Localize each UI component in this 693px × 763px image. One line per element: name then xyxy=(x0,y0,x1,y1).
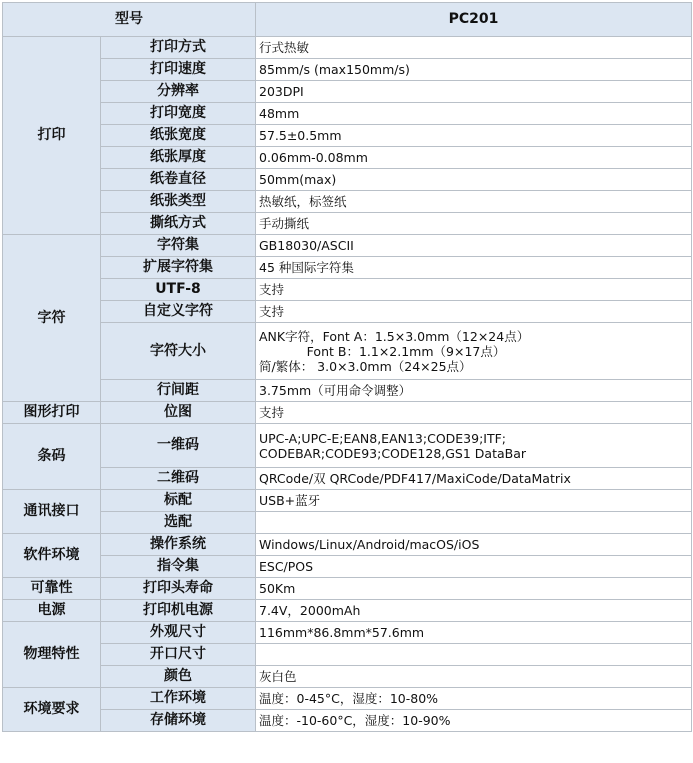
spec-value xyxy=(256,424,692,468)
spec-body xyxy=(3,37,692,732)
spec-value: 手动撕纸 xyxy=(256,213,692,235)
spec-row xyxy=(3,301,692,323)
spec-value: ESC/POS xyxy=(256,556,692,578)
spec-row xyxy=(3,710,692,732)
spec-row xyxy=(3,380,692,402)
spec-value-line: Font B：1.1×2.1mm（9×17点） xyxy=(259,343,506,359)
spec-row xyxy=(3,512,692,534)
category-cell: 打印 xyxy=(3,37,101,235)
spec-name: 颜色 xyxy=(101,666,256,688)
spec-row xyxy=(3,169,692,191)
spec-value: 温度：-10-60°C，湿度：10-90% xyxy=(256,710,692,732)
spec-name: 开口尺寸 xyxy=(101,644,256,666)
spec-name: 指令集 xyxy=(101,556,256,578)
spec-row xyxy=(3,103,692,125)
spec-value: 57.5±0.5mm xyxy=(256,125,692,147)
spec-value: USB+蓝牙 xyxy=(256,490,692,512)
spec-value: 50mm(max) xyxy=(256,169,692,191)
spec-value: 温度：0-45°C，湿度：10-80% xyxy=(256,688,692,710)
spec-name: 打印速度 xyxy=(101,59,256,81)
spec-value: GB18030/ASCII xyxy=(256,235,692,257)
spec-name: UTF-8 xyxy=(101,279,256,301)
model-value: PC201 xyxy=(256,3,692,37)
spec-name: 二维码 xyxy=(101,468,256,490)
model-label: 型号 xyxy=(3,3,256,37)
spec-name: 纸卷直径 xyxy=(101,169,256,191)
spec-name: 打印方式 xyxy=(101,37,256,59)
spec-value: 45 种国际字符集 xyxy=(256,257,692,279)
spec-row xyxy=(3,578,692,600)
spec-name: 扩展字符集 xyxy=(101,257,256,279)
spec-value: 50Km xyxy=(256,578,692,600)
spec-value: 7.4V，2000mAh xyxy=(256,600,692,622)
spec-row xyxy=(3,622,692,644)
spec-table xyxy=(2,2,692,732)
spec-row xyxy=(3,644,692,666)
spec-row xyxy=(3,600,692,622)
spec-row xyxy=(3,424,692,468)
spec-name: 纸张宽度 xyxy=(101,125,256,147)
spec-value: 116mm*86.8mm*57.6mm xyxy=(256,622,692,644)
spec-value-line: 简/繁体： 3.0×3.0mm（24×25点） xyxy=(259,358,472,374)
spec-value: 支持 xyxy=(256,301,692,323)
spec-name: 纸张厚度 xyxy=(101,147,256,169)
spec-value-line: CODEBAR;CODE93;CODE128,GS1 DataBar xyxy=(259,445,527,461)
spec-value: Windows/Linux/Android/macOS/iOS xyxy=(256,534,692,556)
spec-value: QRCode/双 QRCode/PDF417/MaxiCode/DataMatrix xyxy=(256,468,692,490)
spec-name: 字符集 xyxy=(101,235,256,257)
spec-row xyxy=(3,125,692,147)
spec-name: 分辨率 xyxy=(101,81,256,103)
spec-row xyxy=(3,556,692,578)
spec-name: 打印宽度 xyxy=(101,103,256,125)
spec-name: 操作系统 xyxy=(101,534,256,556)
category-cell: 电源 xyxy=(3,600,101,622)
category-cell: 条码 xyxy=(3,424,101,490)
spec-row xyxy=(3,468,692,490)
spec-name: 字符大小 xyxy=(101,323,256,380)
spec-value: 3.75mm（可用命令调整） xyxy=(256,380,692,402)
spec-row xyxy=(3,147,692,169)
category-cell: 字符 xyxy=(3,235,101,402)
spec-name: 打印头寿命 xyxy=(101,578,256,600)
spec-value: 85mm/s (max150mm/s) xyxy=(256,59,692,81)
spec-name: 工作环境 xyxy=(101,688,256,710)
spec-row xyxy=(3,213,692,235)
spec-name: 行间距 xyxy=(101,380,256,402)
spec-value xyxy=(256,512,692,534)
spec-row xyxy=(3,490,692,512)
category-cell: 软件环境 xyxy=(3,534,101,578)
spec-row xyxy=(3,257,692,279)
spec-name: 选配 xyxy=(101,512,256,534)
spec-row xyxy=(3,534,692,556)
spec-name: 一维码 xyxy=(101,424,256,468)
category-cell: 物理特性 xyxy=(3,622,101,688)
spec-row xyxy=(3,688,692,710)
spec-name: 打印机电源 xyxy=(101,600,256,622)
category-cell: 图形打印 xyxy=(3,402,101,424)
category-cell: 通讯接口 xyxy=(3,490,101,534)
spec-name: 标配 xyxy=(101,490,256,512)
header-row xyxy=(3,3,692,37)
spec-value: 0.06mm-0.08mm xyxy=(256,147,692,169)
spec-value xyxy=(256,644,692,666)
spec-row xyxy=(3,235,692,257)
spec-row xyxy=(3,59,692,81)
spec-value: 支持 xyxy=(256,279,692,301)
spec-name: 撕纸方式 xyxy=(101,213,256,235)
spec-name: 存储环境 xyxy=(101,710,256,732)
spec-row xyxy=(3,402,692,424)
spec-value: 203DPI xyxy=(256,81,692,103)
spec-value xyxy=(256,323,692,380)
category-cell: 可靠性 xyxy=(3,578,101,600)
spec-row xyxy=(3,666,692,688)
spec-name: 自定义字符 xyxy=(101,301,256,323)
spec-row xyxy=(3,81,692,103)
spec-value: 48mm xyxy=(256,103,692,125)
spec-name: 外观尺寸 xyxy=(101,622,256,644)
spec-row xyxy=(3,37,692,59)
spec-value: 支持 xyxy=(256,402,692,424)
spec-row xyxy=(3,279,692,301)
spec-row xyxy=(3,323,692,380)
spec-name: 纸张类型 xyxy=(101,191,256,213)
spec-value: 行式热敏 xyxy=(256,37,692,59)
spec-row xyxy=(3,191,692,213)
spec-value: 灰白色 xyxy=(256,666,692,688)
spec-value: 热敏纸，标签纸 xyxy=(256,191,692,213)
category-cell: 环境要求 xyxy=(3,688,101,732)
spec-value-line: UPC-A;UPC-E;EAN8,EAN13;CODE39;ITF; xyxy=(259,430,507,446)
spec-name: 位图 xyxy=(101,402,256,424)
spec-value-line: ANK字符，Font A：1.5×3.0mm（12×24点） xyxy=(259,328,530,344)
